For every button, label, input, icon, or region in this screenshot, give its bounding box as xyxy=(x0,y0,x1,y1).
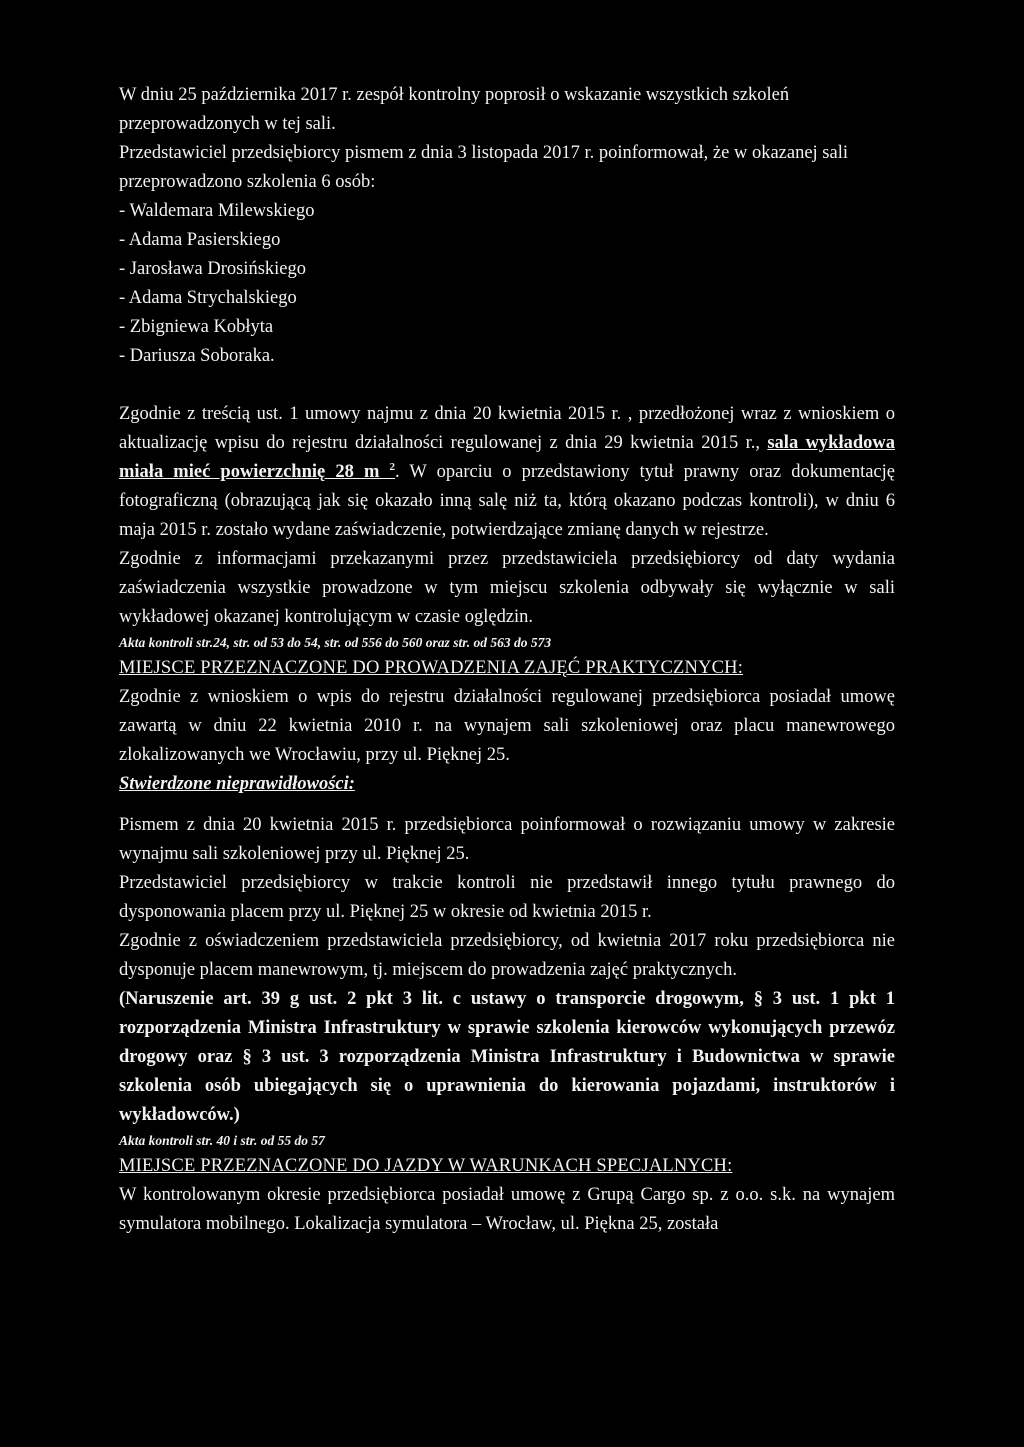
trainee-item: - Dariusza Soboraka. xyxy=(119,346,275,366)
lease-text-start: Zgodnie z treścią ust. 1 umowy najmu z dnia 20 kwietnia 2015 r. , przedłożonej wraz z wnioskiem o aktualizację wpisu do rejestru działalności regulowanej z dnia 29 kwietnia 2015 r., xyxy=(119,404,895,453)
paragraph-statement: Zgodnie z oświadczeniem przedstawiciela przedsiębiorcy, od kwietnia 2017 roku przedsiębiorca nie dysponuje placem manewrowym, tj. miejscem do prowadzenia zajęć praktycznych. xyxy=(119,931,895,980)
paragraph-lease-agreement xyxy=(119,400,895,545)
room-area-statement: sala wykładowa miała mieć powierzchnię 28 m $^2$ xyxy=(119,433,896,482)
trainee-item: - Jarosława Drosińskiego xyxy=(119,259,307,279)
paragraph-simulator: W kontrolowanym okresie przedsiębiorca posiadał umowę z Grupą Cargo sp. z o.o. s.k. na wynajem symulatora mobilnego. Lokalizacja symulatora – Wrocław, ul. Piękna 25, została xyxy=(119,1185,895,1234)
paragraph-trainees-intro: Przedstawiciel przedsiębiorcy pismem z dnia 3 listopada 2017 r. poinformował, że w okazanej sali przeprowadzono szkolenia 6 osób: xyxy=(119,143,848,192)
paragraph-training-location: Zgodnie z informacjami przekazanymi przez przedstawiciela przedsiębiorcy od daty wydania zaświadczenia wszystkie prowadzone w tym miejscu szkolenia odbywały się wyłącznie w sali wykładowej okazanej kontrolującym w czasie oględzin. xyxy=(119,549,895,627)
lease-text-end: . W oparciu o przedstawiony tytuł prawny oraz dokumentację fotograficzną (obrazującą jak się okazało inną salę niż ta, którą okazano podczas kontroli), w dniu 6 maja 2015 r. zostało wydane zaświadczenie, potwierdzające zmianę danych w rejestrze. xyxy=(119,462,895,540)
trainee-list xyxy=(119,197,895,371)
trainee-item: - Adama Strychalskiego xyxy=(119,288,297,308)
paragraph-rental-agreement: Zgodnie z wnioskiem o wpis do rejestru działalności regulowanej przedsiębiorca posiadał umowę zawartą w dniu 22 kwietnia 2010 r. na wynajem sali szkoleniowej oraz placu manewrowego zlokalizowanych we Wrocławiu, przy ul. Pięknej 25. xyxy=(119,687,895,765)
area-unit-superscript: 2 xyxy=(389,460,395,473)
files-reference: Akta kontroli str.24, str. od 53 do 54, str. od 556 do 560 oraz str. od 563 do 573 xyxy=(119,635,552,650)
heading-special-conditions: MIEJSCE PRZEZNACZONE DO JAZDY W WARUNKACH SPECJALNYCH: xyxy=(119,1156,733,1176)
subheading-irregularities: Stwierdzone nieprawidłowości: xyxy=(119,774,355,794)
heading-practical-classes: MIEJSCE PRZEZNACZONE DO PROWADZENIA ZAJĘĆ PRAKTYCZNYCH: xyxy=(119,658,744,678)
violation-note: (Naruszenie art. 39 g ust. 2 pkt 3 lit. c ustawy o transporcie drogowym, § 3 ust. 1 pkt 1 rozporządzenia Ministra Infrastruktury w sprawie szkolenia kierowców wykonujących przewóz drogowy oraz § 3 ust. 3 rozporządzenia Ministra Infrastruktury i Budownictwa w sprawie szkolenia osób ubiegających się o uprawnienia do kierowania pojazdami, instruktorów i wykładowców.) xyxy=(119,989,895,1125)
paragraph-no-legal-title: Przedstawiciel przedsiębiorcy w trakcie kontroli nie przedstawił innego tytułu prawnego do dysponowania placem przy ul. Pięknej 25 w okresie od kwietnia 2015 r. xyxy=(119,873,895,922)
document-page xyxy=(119,81,895,1239)
files-reference: Akta kontroli str. 40 i str. od 55 do 57 xyxy=(119,1133,325,1148)
trainee-item: - Zbigniewa Kobłyta xyxy=(119,317,274,337)
trainee-item: - Waldemara Milewskiego xyxy=(119,201,315,221)
paragraph-request: W dniu 25 października 2017 r. zespół kontrolny poprosił o wskazanie wszystkich szkoleń przeprowadzonych w tej sali. xyxy=(119,85,790,134)
paragraph-termination: Pismem z dnia 20 kwietnia 2015 r. przedsiębiorca poinformował o rozwiązaniu umowy w zakresie wynajmu sali szkoleniowej przy ul. Pięknej 25. xyxy=(119,815,895,864)
trainee-item: - Adama Pasierskiego xyxy=(119,230,281,250)
